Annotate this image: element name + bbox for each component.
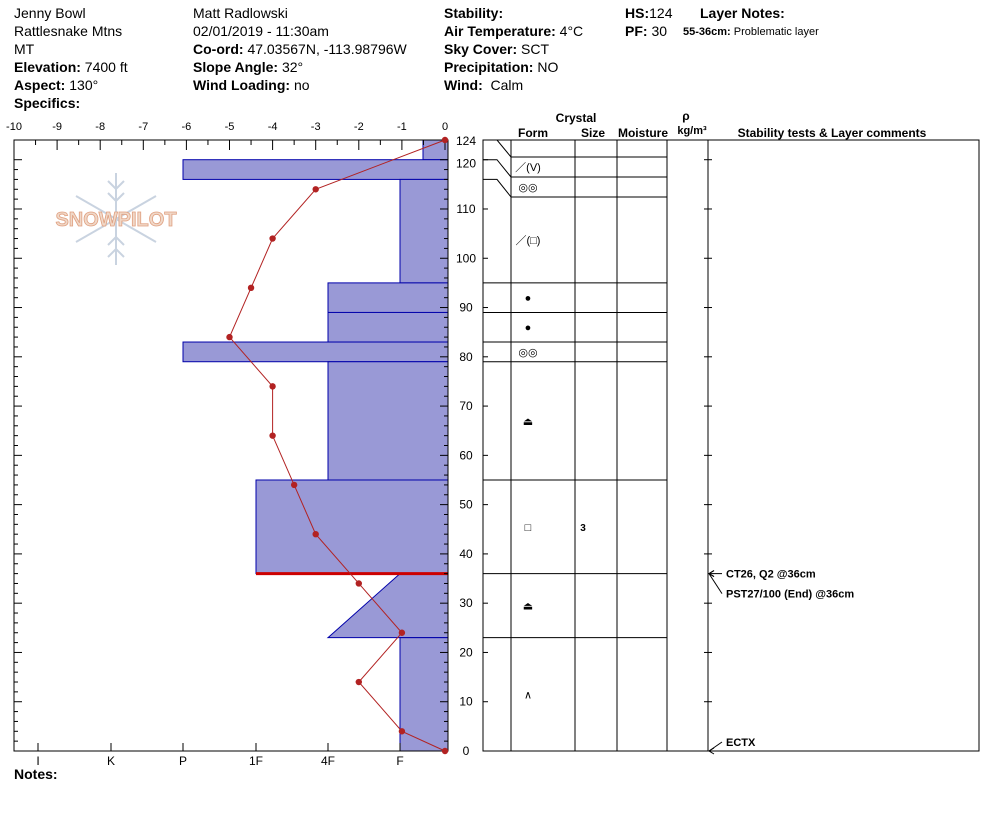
hardness-label: F — [396, 754, 404, 768]
aspect: Aspect: 130° — [14, 77, 99, 93]
temperature-point — [269, 383, 275, 389]
observer: Matt Radlowski — [193, 5, 288, 21]
sky-cover: Sky Cover: SCT — [444, 41, 550, 57]
crystal-form-symbol: □ — [524, 521, 532, 534]
crystal-form-symbol: ◎◎ — [518, 346, 538, 359]
slope-angle: Slope Angle: 32° — [193, 59, 304, 75]
hardness-label: P — [178, 754, 188, 768]
depth-tick-label: 10 — [459, 694, 473, 709]
depth-tick-label: 90 — [459, 300, 473, 315]
depth-tick-label: 20 — [459, 645, 473, 660]
temperature-point — [313, 531, 319, 537]
stability-test-label: ECTX — [726, 737, 756, 749]
date-time: 02/01/2019 - 11:30am — [193, 23, 329, 39]
hardness-label: 4F — [320, 754, 336, 768]
state: MT — [14, 41, 35, 57]
hardness-label: I — [36, 754, 40, 768]
layer-connector — [483, 160, 511, 177]
precipitation: Precipitation: NO — [444, 59, 559, 75]
hardness-bar-7 — [256, 480, 448, 574]
temperature-point — [313, 186, 319, 192]
density-symbol: ρ — [682, 109, 690, 123]
temp-tick-label: -1 — [397, 121, 407, 133]
temp-tick-label: 0 — [441, 121, 449, 133]
temperature-point — [269, 432, 275, 438]
penetration-foot: PF: 30 — [625, 23, 668, 39]
hardness-label: 1F — [248, 754, 264, 768]
stability: Stability: — [444, 5, 504, 21]
depth-tick-label: 80 — [459, 349, 473, 364]
hardness-bar-8 — [328, 574, 448, 638]
location-name: Jenny Bowl — [14, 5, 86, 21]
depth-tick-label: 100 — [455, 251, 477, 266]
crystal-form-symbol: ／(□) — [515, 234, 541, 247]
temp-tick-label: -7 — [138, 121, 149, 133]
temp-tick-label: -6 — [181, 121, 192, 133]
crystal-form-symbol: ⏏ — [522, 415, 534, 428]
depth-tick-label: 30 — [459, 596, 473, 611]
temp-tick-label: -5 — [224, 121, 235, 133]
hardness-bar-2 — [400, 179, 448, 282]
temperature-point — [291, 482, 297, 488]
density-unit: kg/m³ — [677, 125, 707, 137]
depth-tick-label: 0 — [462, 744, 470, 758]
temperature-axis — [6, 121, 448, 150]
stability-test-arrow — [709, 574, 722, 594]
layer-connector — [483, 179, 511, 197]
crystal-form-symbol: ● — [524, 292, 532, 305]
temperature-point — [442, 137, 448, 143]
depth-tick-label: 40 — [459, 546, 473, 561]
depth-tick-label: 110 — [456, 201, 476, 216]
air-temperature: Air Temperature: 4°C — [444, 23, 584, 39]
depth-tick-label: 70 — [459, 399, 473, 414]
temp-tick-label: -3 — [310, 121, 321, 133]
hardness-bar-1 — [183, 160, 448, 180]
temperature-point — [248, 285, 254, 291]
crystal-size: 3 — [580, 522, 586, 534]
temp-tick-label: -9 — [52, 121, 62, 133]
temperature-point — [399, 728, 405, 734]
layer-notes-label: Layer Notes: — [700, 5, 785, 21]
elevation: Elevation: 7400 ft — [14, 59, 128, 75]
hardness-bar-4 — [328, 312, 448, 342]
temperature-point — [269, 235, 275, 241]
snow-height: HS:124 — [625, 5, 673, 21]
logo-text: SNOWPILOT — [55, 209, 177, 231]
temperature-point — [356, 679, 362, 685]
specifics: Specifics: — [14, 95, 81, 111]
hardness-label: K — [106, 754, 116, 768]
wind: Wind: Calm — [444, 77, 524, 93]
temperature-point — [226, 334, 232, 340]
table-frame — [483, 140, 979, 751]
stability-test-label: CT26, Q2 @36cm — [726, 568, 816, 581]
size-header: Size — [580, 126, 606, 140]
temperature-point — [442, 748, 448, 754]
layer-connector — [483, 140, 511, 157]
crystal-form-symbol: ∧ — [523, 689, 533, 702]
temperature-point — [399, 630, 405, 636]
hardness-bar-3 — [328, 283, 448, 313]
moisture-header: Moisture — [617, 126, 669, 140]
crystal-header: Crystal — [555, 111, 597, 125]
notes: Notes: — [14, 766, 58, 782]
crystal-form-symbol: ● — [524, 322, 532, 335]
stability-comments-header: Stability tests & Layer comments — [737, 126, 927, 140]
crystal-form-symbol: ◎◎ — [518, 182, 538, 194]
hardness-bar-6 — [328, 362, 448, 480]
depth-tick-label: 60 — [459, 448, 473, 463]
mountain-range: Rattlesnake Mtns — [14, 23, 123, 39]
hardness-bar-5 — [183, 342, 448, 362]
hardness-axis — [36, 743, 403, 768]
crystal-form-symbol: ⏏ — [522, 600, 534, 613]
temp-tick-label: -2 — [353, 121, 364, 133]
depth-tick-label: 120 — [455, 156, 477, 171]
crystal-form-symbol: ／(V) — [515, 162, 541, 174]
coordinates: Co-ord: 47.03567N, -113.98796W — [193, 41, 407, 57]
temp-tick-label: -8 — [95, 121, 106, 133]
stability-test-label: PST27/100 (End) @36cm — [726, 588, 855, 601]
wind-loading: Wind Loading: no — [193, 77, 310, 93]
temp-tick-label: -4 — [267, 121, 278, 133]
temp-tick-label: -10 — [6, 121, 22, 133]
layer-note-entry: 55-36cm: Problematic layer — [683, 26, 819, 38]
temperature-point — [356, 580, 362, 586]
depth-tick-label: 124 — [455, 134, 477, 148]
depth-tick-label: 50 — [459, 497, 473, 512]
layer-table — [483, 109, 979, 754]
snowpilot-logo — [55, 173, 176, 265]
form-header: Form — [518, 126, 548, 140]
